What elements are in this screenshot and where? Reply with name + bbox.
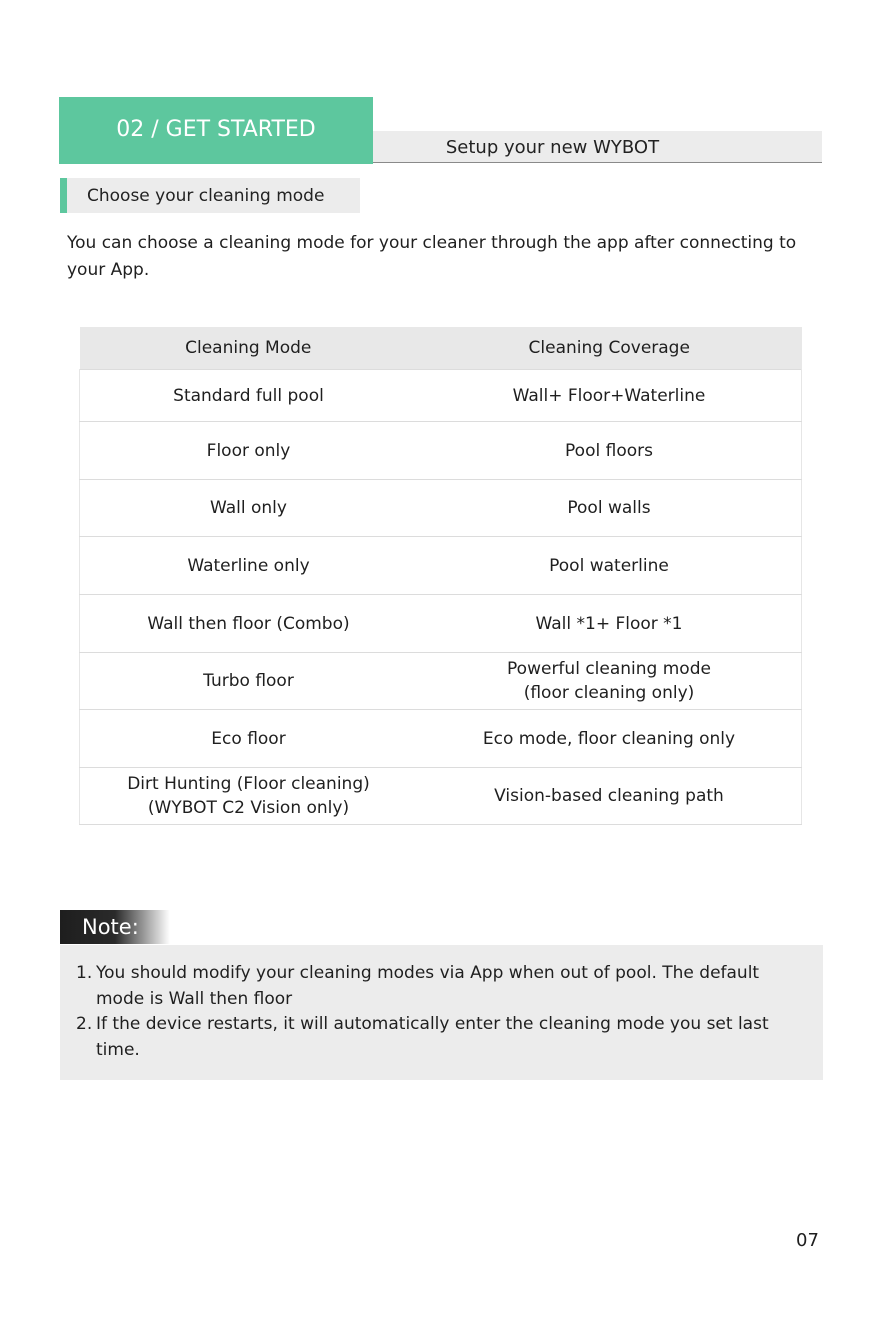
table-row <box>80 710 802 768</box>
table-row <box>80 480 802 537</box>
section-tab: 02 / GET STARTED <box>59 97 373 164</box>
column-header-mode: Cleaning Mode <box>80 327 418 370</box>
mode-cell: Floor only <box>80 422 418 480</box>
mode-cell: Turbo floor <box>80 653 418 710</box>
note-text: You should modify your cleaning modes via App when out of pool. The default mode is Wall then floor <box>96 963 760 1009</box>
mode-cell: Standard full pool <box>80 370 418 422</box>
table-row <box>80 595 802 653</box>
mode-cell: Dirt Hunting (Floor cleaning) (WYBOT C2 Vision only) <box>80 768 418 825</box>
table-row <box>80 537 802 595</box>
table-row <box>80 422 802 480</box>
mode-cell: Eco floor <box>80 710 418 768</box>
table-row <box>80 768 802 825</box>
note-number: 2. <box>76 1014 93 1034</box>
note-label: Note: <box>60 910 170 944</box>
table-row <box>80 370 802 422</box>
coverage-cell: Pool walls <box>417 480 802 537</box>
mode-cell: Wall only <box>80 480 418 537</box>
table-header-row <box>80 327 802 370</box>
coverage-cell: Wall+ Floor+Waterline <box>417 370 802 422</box>
mode-cell: Wall then floor (Combo) <box>80 595 418 653</box>
note-text: If the device restarts, it will automatically enter the cleaning mode you set last time. <box>96 1014 769 1060</box>
coverage-cell: Eco mode, floor cleaning only <box>417 710 802 768</box>
note-number: 1. <box>76 963 93 983</box>
note-box <box>60 945 823 1080</box>
column-header-coverage: Cleaning Coverage <box>417 327 802 370</box>
section-heading: Choose your cleaning mode <box>60 178 360 213</box>
coverage-cell: Pool waterline <box>417 537 802 595</box>
note-item <box>76 961 809 1012</box>
table-row <box>80 653 802 710</box>
coverage-cell: Wall *1+ Floor *1 <box>417 595 802 653</box>
mode-cell: Waterline only <box>80 537 418 595</box>
page-number: 07 <box>796 1230 819 1251</box>
intro-paragraph: You can choose a cleaning mode for your cleaner through the app after connecting to your App. <box>67 233 797 280</box>
coverage-cell: Pool floors <box>417 422 802 480</box>
coverage-cell: Vision-based cleaning path <box>417 768 802 825</box>
coverage-cell: Powerful cleaning mode (floor cleaning only) <box>417 653 802 710</box>
cleaning-mode-table <box>79 327 802 825</box>
page-subtitle: Setup your new WYBOT <box>373 131 822 163</box>
note-item <box>76 1012 809 1063</box>
